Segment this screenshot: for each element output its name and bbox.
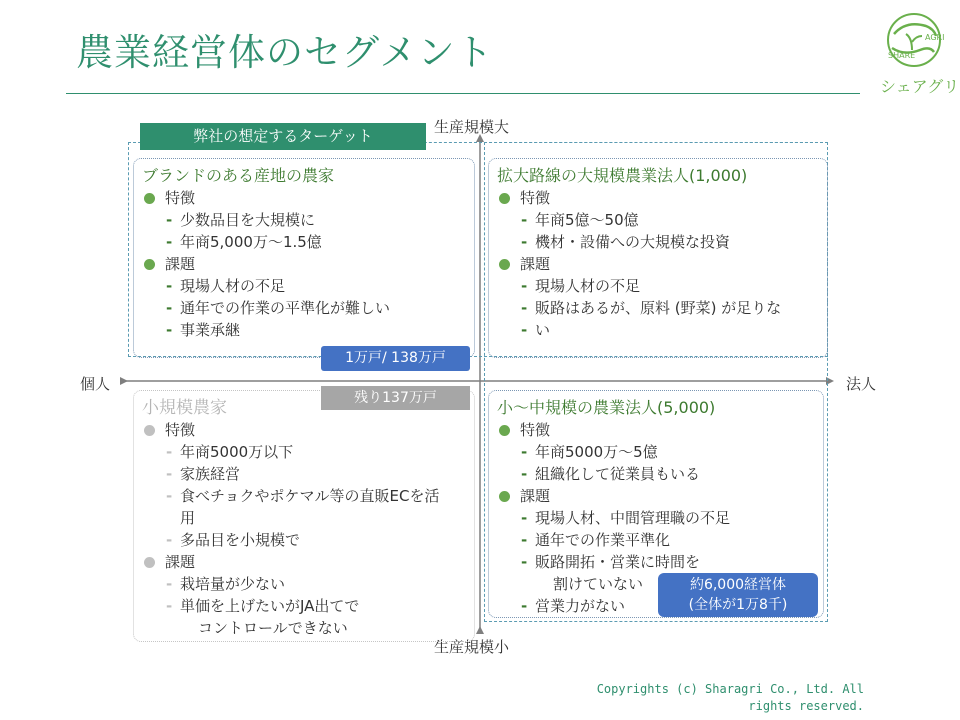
list-item: - 多品目を小規模で [142,529,466,551]
bullet-dot-icon [144,425,155,436]
logo-arc-text-2: SHARE [888,51,916,60]
bullet-dot-icon [499,259,510,270]
household-count-badge: 1万戸/ 138万戸 [321,346,470,371]
list-item: - 現場人材の不足 [142,275,466,297]
list-item: - 事業承継 [142,319,466,341]
section-features: 特徴 [142,419,466,441]
list-item: - 機材・設備への大規模な投資 [497,231,819,253]
list-item-continuation: コントロールできない [198,619,348,637]
quadrant-top-right [488,158,828,358]
list-item: - 現場人材の不足 [497,275,819,297]
quadrant-bottom-left [133,390,475,642]
list-item: - 販路はあるが、原料 (野菜) が足りな [497,297,819,319]
section-issues: 課題 [142,253,466,275]
bullet-dot-icon [144,557,155,568]
bullet-dot-icon [144,259,155,270]
logo-sprout [906,34,922,50]
list-item: - 食べチョクやポケマル等の直販ECを活 [142,485,466,507]
badge-line: (全体が1万8千) [688,597,788,613]
business-count-badge [658,573,818,617]
target-tag: 弊社の想定するターゲット [140,123,426,150]
section-issues: 課題 [497,253,819,275]
list-item-continuation: 用 [180,509,196,527]
logo-name: シェアグリ [880,77,960,96]
section-features: 特徴 [497,419,815,441]
bullet-dot-icon [499,425,510,436]
list-item: - 販路開拓・営業に時間を [497,551,815,573]
quadrant-title: 小～中規模の農業法人(5,000) [497,398,716,417]
bullet-dot-icon [144,193,155,204]
list-item: - 少数品目を大規模に [142,209,466,231]
page-title: 農業経営体のセグメント [76,31,494,74]
bullet-dot-icon [499,491,510,502]
list-item: - 単価を上げたいがJA出てで [142,595,466,617]
list-item-continuation: - い [497,319,819,341]
list-item: - 通年での作業平準化 [497,529,815,551]
section-features: 特徴 [497,187,819,209]
list-item: - 家族経営 [142,463,466,485]
axis-label-left: 個人 [80,375,111,393]
logo-arc-text-1: AGRI [925,33,945,42]
list-item: - 年商5億～50億 [497,209,819,231]
title-divider [66,93,860,94]
list-item: - 年商5000万～5億 [497,441,815,463]
axis-label-bottom: 生産規模小 [434,638,510,656]
list-item: - 通年での作業の平準化が難しい [142,297,466,319]
quadrant-title: 小規模農家 [142,398,227,418]
list-item: - 組織化して従業員もいる [497,463,815,485]
badge-line: 約6,000経営体 [689,577,787,593]
list-item: - 現場人材、中間管理職の不足 [497,507,815,529]
remaining-count-badge: 残り137万戸 [321,386,470,410]
axis-label-top: 生産規模大 [434,118,510,136]
section-features: 特徴 [142,187,466,209]
section-issues: 課題 [497,485,815,507]
list-item-continuation: 割けていない [553,575,644,593]
quadrant-title: ブランドのある産地の農家 [142,166,335,185]
list-item: - 営業力がない [497,595,815,617]
section-issues: 課題 [142,551,466,573]
quadrant-top-left [133,158,475,358]
copyright-text: Copyrights (c) Sharagri Co., Ltd. All rights reserved. [596,682,864,713]
axis-label-right: 法人 [846,375,877,393]
quadrant-title: 拡大路線の大規模農業法人(1,000) [497,166,748,185]
list-item: - 栽培量が少ない [142,573,466,595]
bullet-dot-icon [499,193,510,204]
list-item: - 年商5000万以下 [142,441,466,463]
list-item: - 年商5,000万～1.5億 [142,231,466,253]
